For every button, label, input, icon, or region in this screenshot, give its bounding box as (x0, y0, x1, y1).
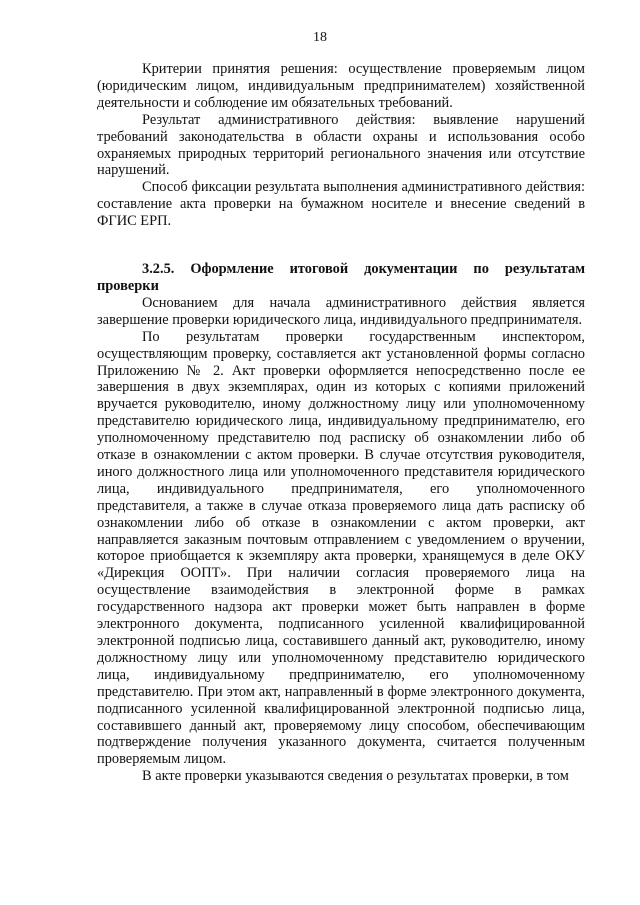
page-number: 18 (313, 30, 327, 45)
section-spacer (97, 230, 585, 261)
paragraph-act-contents: В акте проверки указываются сведения о результатах проверки, в том (142, 768, 569, 785)
paragraph-action-result: Результат административного действия: выявление нарушений требований законодательства в области охраны и использования особо охраняемых природных территорий регионального значения или отсутствие нарушений. (97, 111, 585, 179)
paragraph-fixation-method: Способ фиксации результата выполнения административного действия: составление акта проверки на бумажном носителе и внесение сведений в ФГИС ЕРП. (97, 179, 585, 230)
section-heading: 3.2.5. Оформление итоговой документации по результатам проверки (97, 261, 585, 294)
page-content (97, 61, 585, 785)
paragraph-decision-criteria: Критерии принятия решения: осуществление проверяемым лицом (юридическим лицом, индивидуальным предпринимателем) хозяйственной деятельности и соблюдение им обязательных требований. (97, 61, 585, 111)
paragraph-basis: Основанием для начала административного действия является завершение проверки юридического лица, индивидуального предпринимателя. (97, 294, 585, 328)
paragraph-inspection-act: По результатам проверки государственным инспектором, осуществляющим проверку, составляется акт установленной формы согласно Приложению № 2. Акт проверки оформляется непосредственно после ее завершения в двух экземплярах, один из которых с копиями приложений вручается руководителю, иному должностному лицу или уполномоченному представителю юридического лица, индивидуальному предпринимателю, его уполномоченному представителю под расписку об ознакомлении либо об отказе в ознакомлении с актом проверки. В случае отсутствия руководителя, иного должностного лица или уполномоченного представителя юридического лица, индивидуального предпринимателя, его уполномоченного представителя, а также в случае отказа проверяемого лица дать расписку об ознакомлении либо об отказе в ознакомлении с актом проверки, акт направляется заказным почтовым отправлением с уведомлением о вручении, которое приобщается к экземпляру акта проверки, хранящемуся в деле ОКУ «Дирекция ООПТ». При наличии согласия проверяемого лица на осуществление взаимодействия в электронной форме в рамках государственного надзора акт проверки может быть направлен в форме электронного документа, подписанного усиленной квалифицированной электронной подписью лица, составившего данный акт, руководителю, иному должностному лицу или уполномоченному представителю юридического лица, индивидуальному предпринимателю, его уполномоченному представителю. При этом акт, направленный в форме электронного документа, подписанного усиленной квалифицированной электронной подписью лица, составившего данный акт, проверяемому лицу способом, обеспечивающим подтверждение получения указанного документа, считается полученным проверяемым лицом. (97, 328, 585, 768)
